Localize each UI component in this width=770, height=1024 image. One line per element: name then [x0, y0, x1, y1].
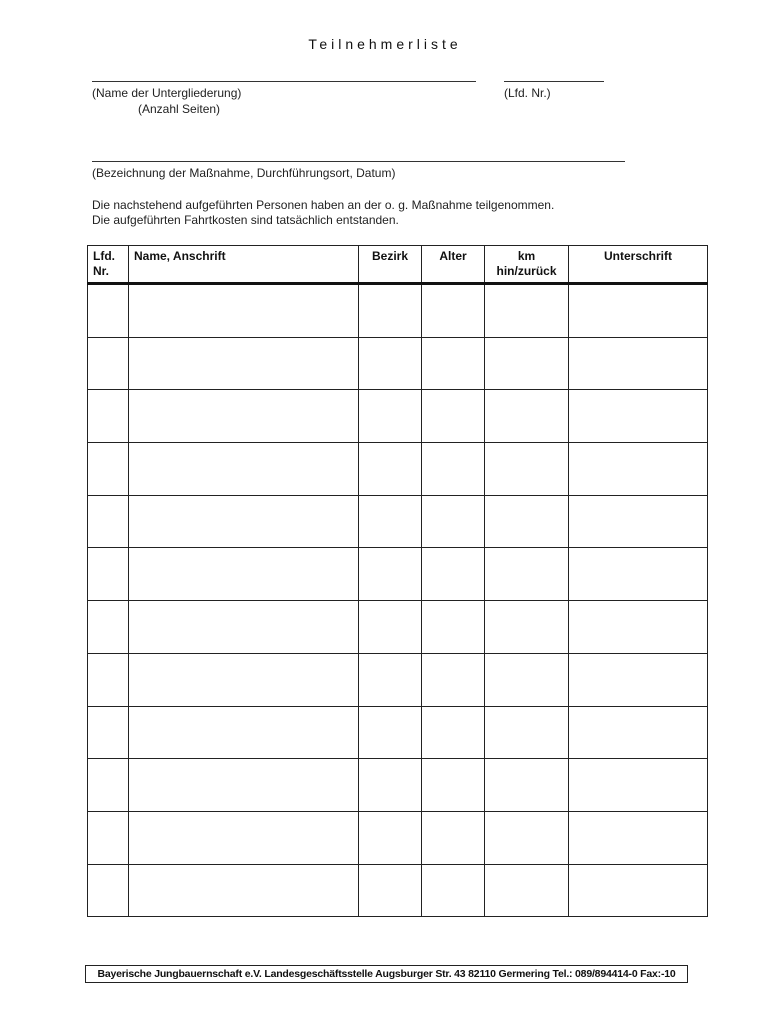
table-row [88, 653, 708, 706]
cell-alter[interactable] [422, 337, 485, 390]
participant-table [87, 245, 708, 917]
cell-alter[interactable] [422, 548, 485, 601]
col-nr [88, 246, 129, 284]
cell-unterschrift[interactable] [569, 706, 708, 759]
cell-nr[interactable] [88, 811, 129, 864]
col-alter: Alter [422, 246, 485, 284]
table-row [88, 548, 708, 601]
cell-name[interactable] [129, 495, 359, 548]
cell-km[interactable] [485, 864, 569, 917]
cell-name[interactable] [129, 337, 359, 390]
number-line [504, 81, 604, 82]
col-nr-line2: Nr. [93, 264, 110, 278]
cell-name[interactable] [129, 390, 359, 443]
cell-bezirk[interactable] [359, 864, 422, 917]
cell-km[interactable] [485, 337, 569, 390]
pages-label: (Anzahl Seiten) [138, 102, 221, 116]
cell-bezirk[interactable] [359, 759, 422, 812]
cell-alter[interactable] [422, 284, 485, 338]
cell-unterschrift[interactable] [569, 653, 708, 706]
intro-line-2: Die aufgeführten Fahrtkosten sind tatsächlich entstanden. [92, 213, 399, 227]
table-row [88, 284, 708, 338]
cell-nr[interactable] [88, 864, 129, 917]
cell-bezirk[interactable] [359, 548, 422, 601]
cell-alter[interactable] [422, 759, 485, 812]
table-row [88, 495, 708, 548]
cell-km[interactable] [485, 443, 569, 496]
cell-km[interactable] [485, 601, 569, 654]
table-row [88, 337, 708, 390]
intro-text [92, 198, 554, 228]
page-title: Teilnehmerliste [308, 36, 462, 52]
cell-bezirk[interactable] [359, 337, 422, 390]
table-row [88, 759, 708, 812]
cell-km[interactable] [485, 811, 569, 864]
cell-km[interactable] [485, 759, 569, 812]
event-label: (Bezeichnung der Maßnahme, Durchführungsort, Datum) [92, 166, 396, 180]
cell-bezirk[interactable] [359, 390, 422, 443]
table-row [88, 601, 708, 654]
cell-nr[interactable] [88, 548, 129, 601]
cell-unterschrift[interactable] [569, 443, 708, 496]
table-row [88, 443, 708, 496]
col-km [485, 246, 569, 284]
cell-km[interactable] [485, 548, 569, 601]
cell-alter[interactable] [422, 390, 485, 443]
cell-bezirk[interactable] [359, 495, 422, 548]
cell-nr[interactable] [88, 443, 129, 496]
unit-name-label: (Name der Untergliederung) [92, 86, 242, 100]
cell-unterschrift[interactable] [569, 601, 708, 654]
cell-unterschrift[interactable] [569, 864, 708, 917]
cell-alter[interactable] [422, 495, 485, 548]
cell-alter[interactable] [422, 864, 485, 917]
cell-unterschrift[interactable] [569, 811, 708, 864]
cell-bezirk[interactable] [359, 601, 422, 654]
cell-unterschrift[interactable] [569, 759, 708, 812]
col-name: Name, Anschrift [129, 246, 359, 284]
cell-nr[interactable] [88, 390, 129, 443]
cell-name[interactable] [129, 548, 359, 601]
cell-name[interactable] [129, 443, 359, 496]
cell-alter[interactable] [422, 811, 485, 864]
cell-name[interactable] [129, 284, 359, 338]
cell-bezirk[interactable] [359, 284, 422, 338]
cell-bezirk[interactable] [359, 706, 422, 759]
cell-unterschrift[interactable] [569, 495, 708, 548]
cell-unterschrift[interactable] [569, 548, 708, 601]
cell-nr[interactable] [88, 495, 129, 548]
table-header-row [88, 246, 708, 284]
col-km-line2: hin/zurück [496, 264, 557, 278]
cell-km[interactable] [485, 653, 569, 706]
event-line [92, 161, 625, 162]
col-km-line1: km [517, 249, 536, 263]
cell-nr[interactable] [88, 337, 129, 390]
cell-nr[interactable] [88, 706, 129, 759]
cell-alter[interactable] [422, 653, 485, 706]
table-row [88, 706, 708, 759]
cell-km[interactable] [485, 495, 569, 548]
cell-bezirk[interactable] [359, 811, 422, 864]
col-nr-line1: Lfd. [93, 249, 115, 263]
cell-unterschrift[interactable] [569, 390, 708, 443]
cell-alter[interactable] [422, 601, 485, 654]
cell-name[interactable] [129, 601, 359, 654]
cell-name[interactable] [129, 811, 359, 864]
cell-name[interactable] [129, 759, 359, 812]
table-row [88, 864, 708, 917]
cell-bezirk[interactable] [359, 653, 422, 706]
number-label: (Lfd. Nr.) [504, 86, 551, 100]
col-bezirk: Bezirk [359, 246, 422, 284]
table-row [88, 811, 708, 864]
cell-km[interactable] [485, 706, 569, 759]
table-row [88, 390, 708, 443]
footer-address: Bayerische Jungbauernschaft e.V. Landesgeschäftsstelle Augsburger Str. 43 82110 Germering Tel.: 089/894414-0 Fax:-10 [85, 965, 688, 983]
cell-km[interactable] [485, 284, 569, 338]
cell-bezirk[interactable] [359, 443, 422, 496]
cell-unterschrift[interactable] [569, 337, 708, 390]
cell-alter[interactable] [422, 443, 485, 496]
cell-nr[interactable] [88, 284, 129, 338]
table-body [88, 284, 708, 917]
cell-nr[interactable] [88, 653, 129, 706]
cell-nr[interactable] [88, 759, 129, 812]
col-unterschrift: Unterschrift [569, 246, 708, 284]
cell-name[interactable] [129, 864, 359, 917]
cell-nr[interactable] [88, 601, 129, 654]
cell-name[interactable] [129, 653, 359, 706]
cell-alter[interactable] [422, 706, 485, 759]
cell-name[interactable] [129, 706, 359, 759]
unit-name-line [92, 81, 476, 82]
cell-km[interactable] [485, 390, 569, 443]
cell-unterschrift[interactable] [569, 284, 708, 338]
intro-line-1: Die nachstehend aufgeführten Personen haben an der o. g. Maßnahme teilgenommen. [92, 198, 555, 212]
